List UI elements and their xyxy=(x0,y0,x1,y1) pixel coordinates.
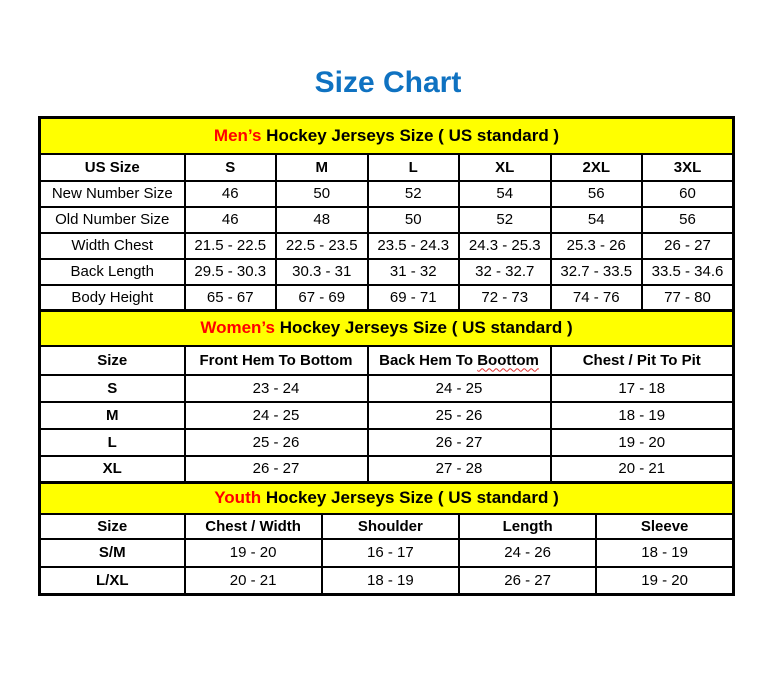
youth-value-cell: 16 - 17 xyxy=(322,539,459,567)
womens-section-title-accent: Women’s xyxy=(200,318,275,338)
mens-value-cell: 33.5 - 34.6 xyxy=(642,259,734,285)
mens-value-cell: 50 xyxy=(368,207,460,233)
youth-column-header: Shoulder xyxy=(322,514,459,539)
youth-section-title-accent: Youth xyxy=(214,488,262,508)
mens-value-cell: 31 - 32 xyxy=(368,259,460,285)
mens-value-cell: 46 xyxy=(185,181,277,207)
mens-value-cell: 72 - 73 xyxy=(459,285,551,311)
mens-value-cell: 50 xyxy=(276,181,368,207)
womens-value-cell: 24 - 25 xyxy=(185,402,368,429)
mens-value-cell: 48 xyxy=(276,207,368,233)
mens-value-cell: 22.5 - 23.5 xyxy=(276,233,368,259)
mens-value-cell: 60 xyxy=(642,181,734,207)
mens-value-cell: 54 xyxy=(459,181,551,207)
mens-value-cell: 32 - 32.7 xyxy=(459,259,551,285)
womens-value-cell: 25 - 26 xyxy=(368,402,551,429)
mens-value-cell: 26 - 27 xyxy=(642,233,734,259)
mens-section-title-accent: Men’s xyxy=(213,125,262,145)
womens-row-label: S xyxy=(40,375,185,402)
youth-value-cell: 19 - 20 xyxy=(596,567,733,595)
youth-value-cell: 19 - 20 xyxy=(185,539,322,567)
youth-value-cell: 26 - 27 xyxy=(459,567,596,595)
mens-value-cell: 32.7 - 33.5 xyxy=(551,259,643,285)
womens-table-row xyxy=(40,429,734,456)
youth-column-header: Sleeve xyxy=(596,514,733,539)
mens-value-cell: 30.3 - 31 xyxy=(276,259,368,285)
mens-value-cell: 56 xyxy=(642,207,734,233)
mens-value-cell: 23.5 - 24.3 xyxy=(368,233,460,259)
womens-row-label: XL xyxy=(40,456,185,483)
mens-row-label: New Number Size xyxy=(40,181,185,207)
mens-row-label: Old Number Size xyxy=(40,207,185,233)
mens-column-header: 3XL xyxy=(642,154,734,181)
mens-column-header: 2XL xyxy=(551,154,643,181)
youth-column-header: Size xyxy=(40,514,185,539)
mens-value-cell: 69 - 71 xyxy=(368,285,460,311)
womens-row-label: L xyxy=(40,429,185,456)
mens-column-header: US Size xyxy=(40,154,185,181)
youth-size-table xyxy=(38,481,735,596)
womens-column-header-prefix: Back Hem To xyxy=(379,351,478,369)
womens-section-title xyxy=(40,311,734,346)
youth-value-cell: 24 - 26 xyxy=(459,539,596,567)
mens-value-cell: 52 xyxy=(368,181,460,207)
womens-value-cell: 18 - 19 xyxy=(551,402,734,429)
mens-value-cell: 77 - 80 xyxy=(642,285,734,311)
womens-table-row xyxy=(40,375,734,402)
womens-column-header: Size xyxy=(40,346,185,375)
womens-value-cell: 26 - 27 xyxy=(368,429,551,456)
womens-value-cell: 19 - 20 xyxy=(551,429,734,456)
womens-table-row xyxy=(40,456,734,483)
mens-table-row xyxy=(40,285,734,311)
womens-row-label: M xyxy=(40,402,185,429)
mens-value-cell: 25.3 - 26 xyxy=(551,233,643,259)
mens-row-label: Body Height xyxy=(40,285,185,311)
womens-value-cell: 27 - 28 xyxy=(368,456,551,483)
mens-value-cell: 24.3 - 25.3 xyxy=(459,233,551,259)
mens-table-row xyxy=(40,207,734,233)
womens-value-cell: 23 - 24 xyxy=(185,375,368,402)
youth-section-title-rest: Hockey Jerseys Size ( US standard ) xyxy=(261,488,559,508)
mens-value-cell: 29.5 - 30.3 xyxy=(185,259,277,285)
mens-table-row xyxy=(40,233,734,259)
mens-column-header: XL xyxy=(459,154,551,181)
womens-column-header: Chest / Pit To Pit xyxy=(551,346,734,375)
womens-section-title-rest: Hockey Jerseys Size ( US standard ) xyxy=(274,318,573,338)
youth-table-row xyxy=(40,567,734,595)
mens-section-title-rest: Hockey Jerseys Size ( US standard ) xyxy=(261,125,560,145)
youth-value-cell: 20 - 21 xyxy=(185,567,322,595)
mens-column-header: S xyxy=(185,154,277,181)
womens-column-header xyxy=(368,346,551,375)
mens-table-row xyxy=(40,259,734,285)
youth-table-row xyxy=(40,539,734,567)
mens-row-label: Back Length xyxy=(40,259,185,285)
youth-column-header: Chest / Width xyxy=(185,514,322,539)
womens-value-cell: 25 - 26 xyxy=(185,429,368,456)
size-chart xyxy=(38,116,735,596)
womens-value-cell: 24 - 25 xyxy=(368,375,551,402)
mens-value-cell: 74 - 76 xyxy=(551,285,643,311)
womens-value-cell: 20 - 21 xyxy=(551,456,734,483)
womens-column-header: Front Hem To Bottom xyxy=(185,346,368,375)
youth-row-label: L/XL xyxy=(40,567,185,595)
mens-value-cell: 52 xyxy=(459,207,551,233)
mens-value-cell: 56 xyxy=(551,181,643,207)
womens-column-header-misspelled-word: Boottom xyxy=(477,351,539,369)
youth-section-title xyxy=(40,483,734,514)
mens-value-cell: 21.5 - 22.5 xyxy=(185,233,277,259)
youth-value-cell: 18 - 19 xyxy=(596,539,733,567)
mens-value-cell: 65 - 67 xyxy=(185,285,277,311)
mens-value-cell: 67 - 69 xyxy=(276,285,368,311)
youth-column-header: Length xyxy=(459,514,596,539)
mens-section-title xyxy=(40,118,734,154)
womens-table-row xyxy=(40,402,734,429)
womens-value-cell: 26 - 27 xyxy=(185,456,368,483)
page-title: Size Chart xyxy=(314,66,462,99)
mens-value-cell: 46 xyxy=(185,207,277,233)
mens-size-table xyxy=(38,116,735,312)
youth-value-cell: 18 - 19 xyxy=(322,567,459,595)
mens-row-label: Width Chest xyxy=(40,233,185,259)
mens-column-header: M xyxy=(276,154,368,181)
youth-row-label: S/M xyxy=(40,539,185,567)
mens-table-row xyxy=(40,181,734,207)
womens-value-cell: 17 - 18 xyxy=(551,375,734,402)
womens-size-table xyxy=(38,309,735,484)
mens-column-header: L xyxy=(368,154,460,181)
mens-value-cell: 54 xyxy=(551,207,643,233)
